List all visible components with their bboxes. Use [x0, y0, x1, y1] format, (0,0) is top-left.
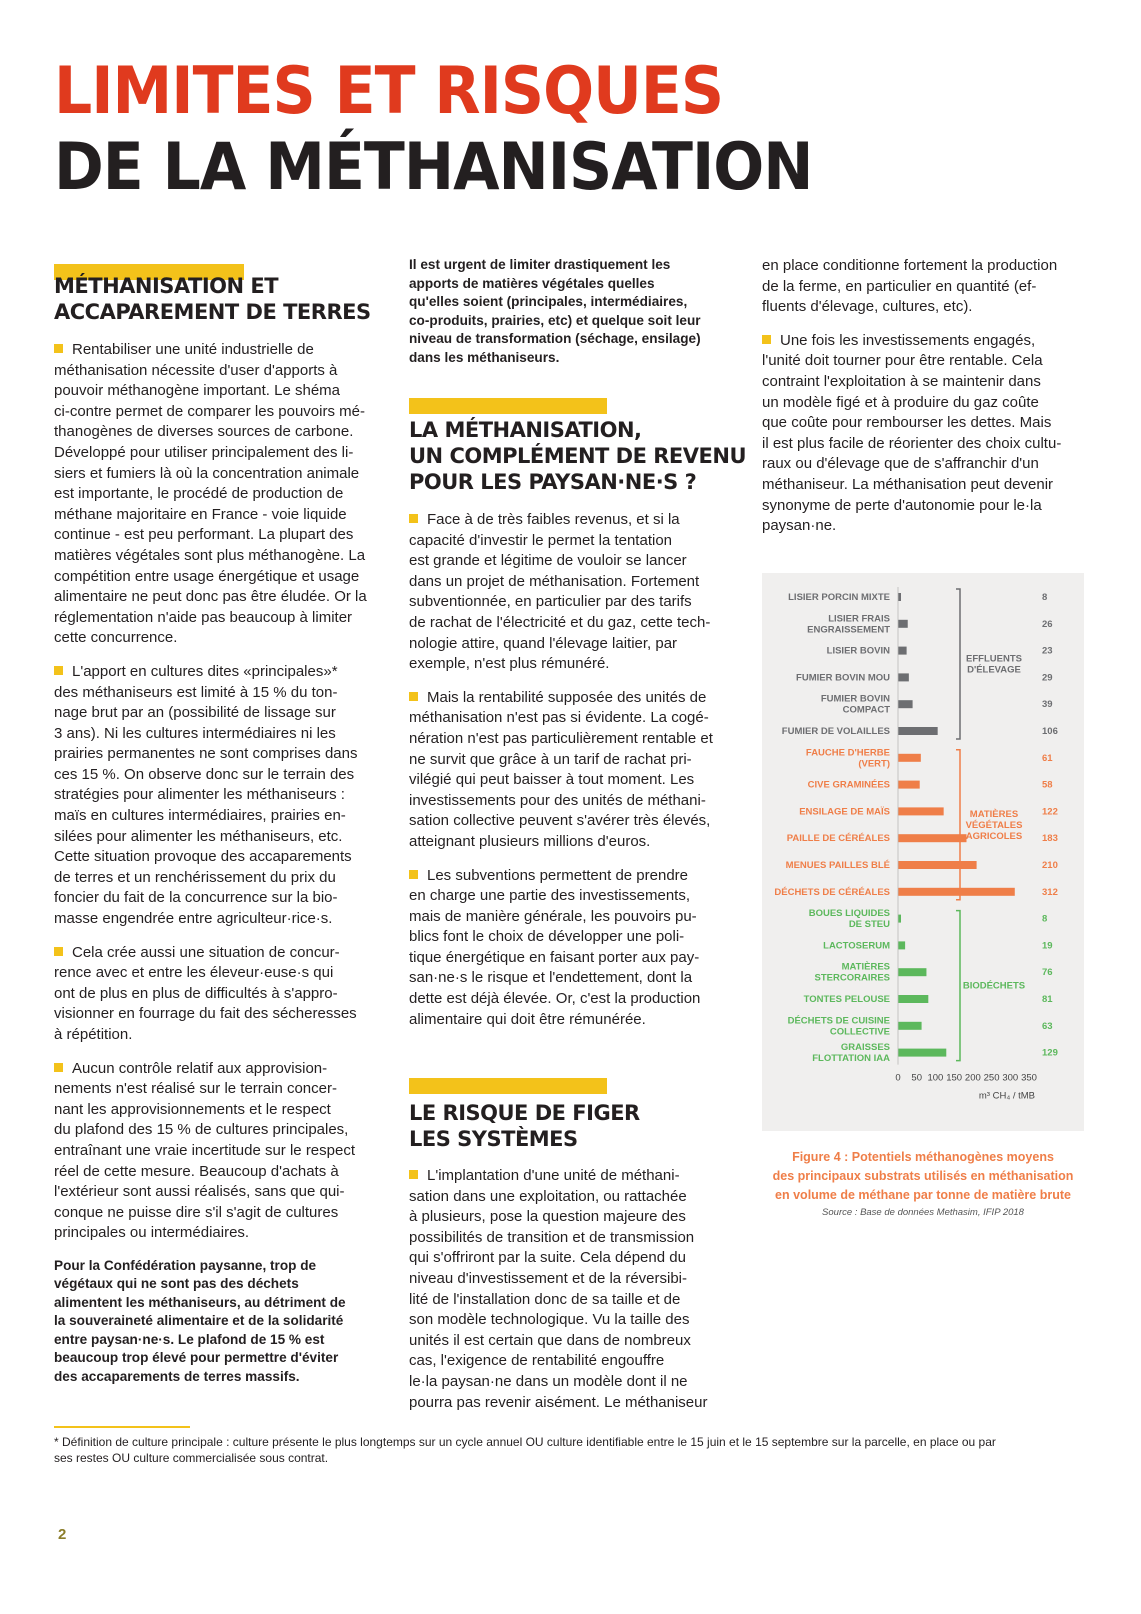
chart-value-label: 19	[1042, 940, 1053, 952]
chart-group-label: BIODÉCHETS	[962, 980, 1026, 992]
chart-value-label: 106	[1042, 726, 1058, 737]
chart-category-label: FAUCHE D'HERBE	[805, 747, 890, 759]
chart-bar	[898, 1049, 946, 1057]
chart-category-label: DÉCHETS DE CUISINE	[787, 1015, 890, 1027]
chart-category-label: MATIÈRES	[841, 961, 890, 973]
chart-x-tick-label: 300	[1002, 1072, 1019, 1084]
chart-bar	[898, 673, 909, 681]
methanogenic-potential-chart	[762, 573, 1084, 1131]
paragraph-subventions: Les subventions permettent de prendre en charge une partie des investissements, mais de manière générale, les pouvoirs pu- blics font le choix de développer une poli- tique énergétique en faisant porter aux pay- san·ne·s le risque et l'endettement, dont la dette est déjà élevée. Or, c'est la production alimentaire qui doit être rémunérée.	[409, 866, 701, 1028]
chart-category-label: ENGRAISSEMENT	[807, 624, 890, 636]
heading-line: UN COMPLÉMENT DE REVENU	[409, 444, 746, 468]
chart-value-label: 26	[1042, 618, 1053, 630]
paragraph-investissements-engages: Une fois les investissements engagés, l'unité doit tourner pour être rentable. Cela contraint l'exploitation à se maintenir dans un modèle figé et à produire du gaz coûte que coûte pour rembourser les dettes. Mais il est plus facile de réorienter des choix cultu- raux ou d'élevage que de s'affranchir d'un méthaniseur. La méthanisation peut devenir synonyme de perte d'autonomie pour le·la paysan·ne.	[762, 331, 1062, 535]
chart-value-label: 8	[1042, 913, 1048, 925]
chart-category-label: FLOTTATION IAA	[812, 1053, 890, 1065]
footnote-rule	[54, 1426, 190, 1428]
chart-bar	[898, 620, 908, 628]
bullet-square-icon	[409, 1170, 418, 1179]
section-heading-accaparement	[54, 273, 371, 325]
paragraph-rentabilite: Mais la rentabilité supposée des unités de méthanisation n'est pas si évidente. La cogé- nération n'est pas particulièrement rentable et ne survit que grâce à un tarif de rachat pri- vilégié qui peut baisser à tout moment. Les investissements pour des unités de méthani- sation collective peuvent s'avérer très élevés, atteignant plusieurs millions d'euros.	[409, 688, 713, 850]
paragraph-concurrence-eleveurs: Cela crée aussi une situation de concur- rence avec et entre les éleveur·euse·s qui ont de plus en plus de difficultés à s'appro- visionner en fourrage du fait des sécheresses à répétition.	[54, 943, 357, 1043]
column-1-body	[54, 340, 380, 1386]
chart-category-label: LISIER FRAIS	[828, 613, 890, 625]
chart-bar	[898, 941, 905, 949]
chart-value-label: 29	[1042, 672, 1053, 684]
chart-value-label: 81	[1042, 994, 1053, 1005]
paragraph-conditionne: en place conditionne fortement la production de la ferme, en particulier en quantité (ef- fluents d'élevage, cultures, etc).	[762, 257, 1058, 316]
chart-category-label: PAILLE DE CÉRÉALES	[786, 833, 890, 845]
chart-category-label: COMPACT	[842, 704, 890, 716]
bullet-square-icon	[409, 514, 418, 523]
chart-x-tick-label: 150	[946, 1072, 963, 1084]
chart-x-tick-label: 250	[983, 1072, 1000, 1084]
bar-chart-svg	[762, 573, 1084, 1131]
chart-group-label: D'ÉLEVAGE	[967, 664, 1021, 676]
chart-bar	[898, 834, 966, 842]
chart-value-label: 63	[1042, 1020, 1053, 1032]
chart-value-label: 39	[1042, 699, 1053, 711]
chart-group-bracket	[956, 750, 960, 900]
heading-accent-bar	[409, 1078, 607, 1094]
bullet-square-icon	[409, 692, 418, 701]
chart-category-label: CIVE GRAMINÉES	[807, 779, 890, 791]
paragraph-implantation: L'implantation d'une unité de méthani- sation dans une exploitation, ou rattachée à plusieurs, pose la question majeure des possibilités de transition et de transmission qui s'offriront par la suite. Cela dépend du niveau d'investissement et de la réversibi- lité de l'installation donc de sa taille et de son modèle technologique. Vu la taille des unités il est certain que dans de nombreux cas, l'exigence de rentabilité engouffre le·la paysan·ne dans un modèle dont il ne pourra pas revenir aisément. Le méthaniseur	[409, 1167, 708, 1411]
figure-caption: Figure 4 : Potentiels méthanogènes moyens des principaux substrats utilisés en méthanisation en volume de méthane par tonne de matière brute Source : Base de données Methasim, IFIP 2018	[762, 1148, 1084, 1221]
chart-category-label: LISIER PORCIN MIXTE	[788, 592, 890, 603]
chart-category-label: COLLECTIVE	[829, 1026, 890, 1038]
chart-value-label: 23	[1042, 645, 1053, 657]
paragraph-controle: Aucun contrôle relatif aux approvision- nements n'est réalisé sur le terrain concer- nant les approvisionnements et le respect du plafond des 15 % de cultures principales, entraînant une vraie incertitude sur le respect réel de cette mesure. Beaucoup d'achats à l'extérieur sont aussi réalisés, sans que qui- conque ne puisse dire s'il s'agit de cultures principales ou intermédiaires.	[54, 1059, 356, 1242]
chart-bar	[898, 1022, 922, 1030]
paragraph-faibles-revenus: Face à de très faibles revenus, et si la capacité d'investir le permet la tentation est grande et légitime de vouloir se lancer dans un projet de méthanisation. Fortement subventionnée, en particulier par des tarifs de rachat de l'électricité et du gaz, cette tech- nologie attire, quand l'élevage laitier, par exemple, n'est plus rémunéré.	[409, 511, 711, 673]
chart-x-tick-label: 50	[911, 1072, 923, 1084]
paragraph-cultures-principales: L'apport en cultures dites «principales»* des méthaniseurs est limité à 15 % du ton- nage brut par an (possibilité de lissage sur 3 ans). Ni les cultures intermédiaires ni les prairies permanentes ne sont comprises dans ces 15 %. On observe donc sur le terrain des stratégies pour alimenter les méthaniseurs : maïs en cultures intermédiaires, prairies en- silées pour alimenter les méthaniseurs, etc. Cette situation provoque des accaparements de terres et un renchérissement du prix du foncier du fait de la concurrence sur la bio- masse engendrée entre agriculteur·rice·s.	[54, 662, 358, 928]
chart-category-label: (VERT)	[858, 758, 890, 770]
chart-bar	[898, 861, 977, 869]
chart-value-label: 8	[1042, 592, 1048, 603]
chart-bar	[898, 781, 920, 789]
bullet-square-icon	[54, 947, 63, 956]
page-title-line1: LIMITES ET RISQUES	[54, 53, 724, 130]
chart-bar	[898, 968, 926, 976]
chart-x-tick-label: 0	[895, 1072, 901, 1084]
chart-x-tick-label: 350	[1021, 1072, 1037, 1084]
chart-bar	[898, 807, 944, 815]
chart-category-label: DÉCHETS DE CÉRÉALES	[774, 886, 890, 898]
chart-bar	[898, 995, 928, 1003]
bold-statement-urgent: Il est urgent de limiter drastiquement les apports de matières végétales quelles qu'elles soient (principales, intermédiaires, co-produits, prairies, etc) et quelque soit leur niveau de transformation (séchage, ensilage) dans les méthaniseurs.	[409, 257, 701, 365]
chart-category-label: STERCORAIRES	[814, 972, 890, 984]
chart-bar	[898, 727, 938, 735]
chart-bar	[898, 888, 1015, 896]
chart-category-label: LACTOSERUM	[823, 940, 890, 952]
chart-group-label: MATIÈRES	[969, 808, 1019, 820]
heading-line: MÉTHANISATION ET	[54, 274, 279, 298]
section-heading-complement-revenu	[409, 417, 746, 495]
chart-bar	[898, 754, 921, 762]
chart-bar	[898, 700, 913, 708]
chart-group-bracket	[956, 589, 960, 739]
heading-line: POUR LES PAYSAN·NE·S ?	[409, 470, 697, 494]
chart-category-label: FUMIER DE VOLAILLES	[781, 726, 890, 737]
chart-category-label: DE STEU	[848, 919, 890, 931]
chart-bar	[898, 647, 907, 655]
bullet-square-icon	[409, 870, 418, 879]
chart-value-label: 312	[1042, 886, 1058, 898]
page-title-line2: DE LA MÉTHANISATION	[54, 129, 813, 206]
heading-line: ACCAPAREMENT DE TERRES	[54, 300, 371, 324]
bullet-square-icon	[54, 1063, 63, 1072]
chart-category-label: FUMIER BOVIN	[820, 693, 890, 705]
bullet-square-icon	[54, 344, 63, 353]
chart-category-label: LISIER BOVIN	[826, 645, 890, 657]
column-2-body	[409, 510, 735, 1043]
chart-value-label: 76	[1042, 967, 1053, 979]
heading-line: LA MÉTHANISATION,	[409, 418, 642, 442]
chart-group-label: VÉGÉTALES	[965, 819, 1023, 831]
bold-statement-confederation: Pour la Confédération paysanne, trop de végétaux qui ne sont pas des déchets alimentent les méthaniseurs, au détriment de la souveraineté alimentaire et de la solidarité entre paysan·ne·s. Le plafond de 15 % est beaucoup trop élevé pour permettre d'éviter des accaparements de terres massifs.	[54, 1257, 346, 1384]
chart-bar	[898, 915, 901, 923]
chart-value-label: 183	[1042, 833, 1058, 845]
chart-value-label: 58	[1042, 779, 1053, 791]
page-number: 2	[58, 1526, 67, 1543]
figure-source: Source : Base de données Methasim, IFIP 2018	[822, 1207, 1024, 1218]
bullet-square-icon	[762, 335, 771, 344]
chart-group-bracket	[956, 911, 960, 1061]
section-heading-figer-systemes	[409, 1100, 640, 1152]
heading-line: LES SYSTÈMES	[409, 1127, 578, 1151]
chart-category-label: GRAISSES	[840, 1042, 890, 1054]
chart-bar	[898, 593, 901, 601]
chart-value-label: 210	[1042, 860, 1058, 871]
heading-accent-bar	[409, 398, 607, 414]
chart-group-label: EFFLUENTS	[966, 653, 1022, 665]
chart-value-label: 122	[1042, 806, 1058, 818]
chart-category-label: ENSILAGE DE MAÏS	[799, 806, 890, 818]
chart-x-axis-label: m³ CH₄ / tMB	[978, 1090, 1035, 1102]
paragraph-rentabiliser: Rentabiliser une unité industrielle de méthanisation nécessite d'user d'apports à pouvoir méthanogène important. Le shéma ci-contre permet de comparer les pouvoirs mé- thanogènes de diverses sources de carbone. Développé pour utiliser principalement des li- siers et fumiers là où la concentration animale est importante, le procédé de production de méthane majoritaire en France - voie liquide continue - est peu performant. La plupart des matières végétales sont plus méthanogène. La compétition entre usage énergétique et usage alimentaire ne peut donc pas être éludée. Or la réglementation n'aide pas beaucoup à limiter cette concurrence.	[54, 341, 367, 647]
chart-group-label: AGRICOLES	[965, 830, 1023, 842]
footnote: * Définition de culture principale : culture présente le plus longtemps sur un cycle annuel OU culture identifiable entre le 15 juin et le 15 septembre sur la parcelle, en place ou par ses restes OU culture commercialisée sous contrat.	[54, 1435, 996, 1465]
chart-category-label: MENUES PAILLES BLÉ	[785, 860, 890, 871]
heading-line: LE RISQUE DE FIGER	[409, 1101, 640, 1125]
chart-x-tick-label: 200	[964, 1072, 981, 1084]
chart-value-label: 129	[1042, 1047, 1058, 1059]
chart-category-label: FUMIER BOVIN MOU	[796, 672, 890, 684]
chart-value-label: 61	[1042, 752, 1053, 764]
chart-category-label: BOUES LIQUIDES	[808, 908, 890, 920]
chart-x-tick-label: 100	[927, 1072, 944, 1084]
column-3-body	[762, 256, 1088, 550]
bullet-square-icon	[54, 666, 63, 675]
chart-category-label: TONTES PELOUSE	[803, 994, 890, 1005]
column-2-body-lower	[409, 1166, 735, 1426]
